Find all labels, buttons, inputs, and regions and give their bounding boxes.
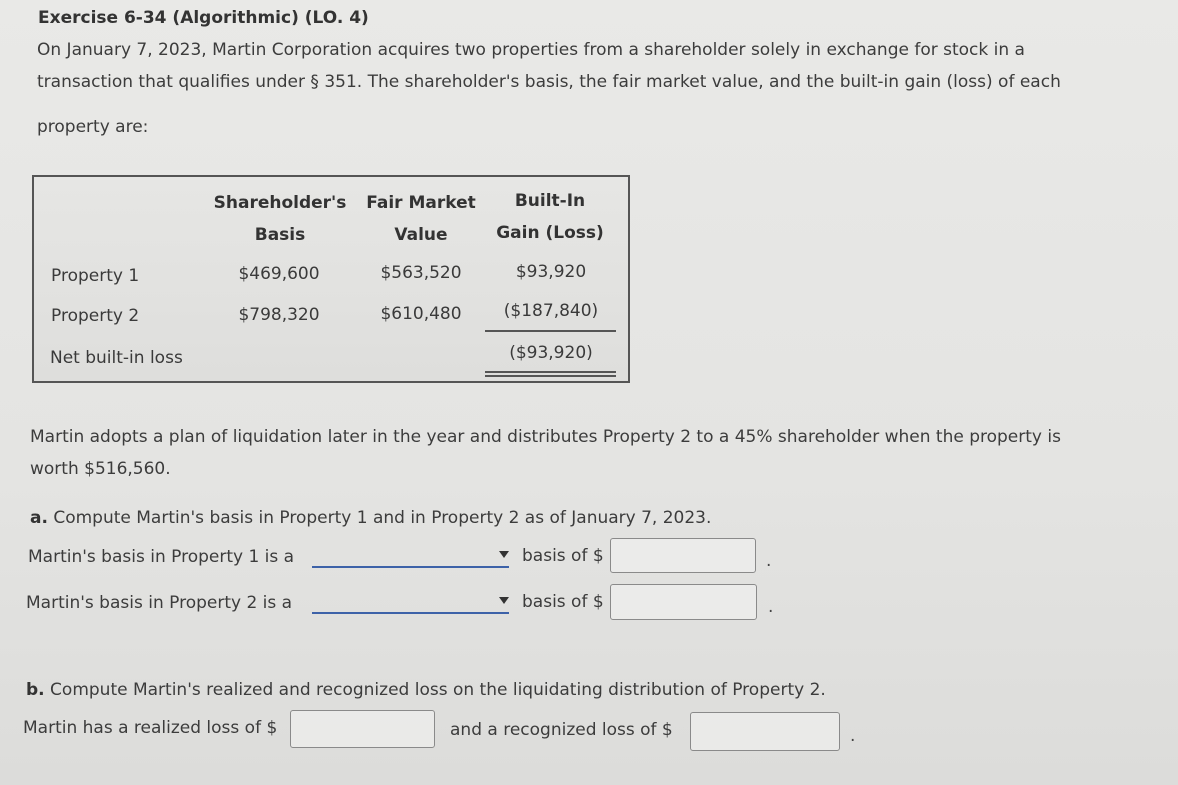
part-b-question-text: Compute Martin's realized and recognized loss on the liquidating distribution of Property 2. bbox=[50, 680, 826, 700]
property-1-basis-input[interactable] bbox=[610, 538, 756, 573]
part-a-question-text: Compute Martin's basis in Property 1 and in Property 2 as of January 7, 2023. bbox=[53, 508, 712, 528]
chevron-down-icon bbox=[499, 551, 509, 558]
part-a-row-2-prefix: Martin's basis in Property 2 is a bbox=[26, 593, 293, 613]
part-a-row-1-period: . bbox=[766, 551, 772, 571]
part-a-row-1-basis-of: basis of $ bbox=[522, 546, 604, 566]
intro-text-line-1: On January 7, 2023, Martin Corporation acquires two properties from a shareholder solely in exchange for stock in a bbox=[37, 40, 1025, 60]
part-a-row-1-prefix: Martin's basis in Property 1 is a bbox=[28, 547, 295, 567]
cell-basis-property-2: $798,320 bbox=[238, 305, 320, 325]
cell-net-built-in-loss: ($93,920) bbox=[509, 343, 593, 363]
part-b-question bbox=[26, 680, 826, 700]
intro-text-line-2: transaction that qualifies under § 351. The shareholder's basis, the fair market value, and the built-in gain (loss) of each bbox=[37, 72, 1061, 92]
exercise-title: Exercise 6-34 (Algorithmic) (LO. 4) bbox=[38, 8, 369, 28]
intro-text-line-3: property are: bbox=[37, 117, 149, 137]
part-b-period: . bbox=[850, 726, 856, 746]
part-b-prefix: Martin has a realized loss of $ bbox=[23, 718, 278, 738]
property-2-basis-input[interactable] bbox=[610, 584, 757, 620]
part-b-letter: b. bbox=[26, 680, 45, 700]
scenario-text-line-2: worth $516,560. bbox=[30, 459, 171, 479]
header-basis-line-2: Basis bbox=[254, 225, 306, 245]
header-gain-line-1: Built-In bbox=[514, 191, 586, 211]
part-a-row-2-basis-of: basis of $ bbox=[522, 592, 604, 612]
part-a-row-2-period: . bbox=[768, 597, 774, 617]
scenario-text-line-1: Martin adopts a plan of liquidation later in the year and distributes Property 2 to a 45% shareholder when the property is bbox=[30, 427, 1061, 447]
cell-fmv-property-2: $610,480 bbox=[380, 304, 462, 324]
property-2-basis-type-dropdown[interactable] bbox=[312, 592, 509, 614]
cell-basis-property-1: $469,600 bbox=[238, 264, 320, 284]
header-fmv-line-2: Value bbox=[394, 225, 448, 245]
header-fmv-line-1: Fair Market bbox=[366, 193, 476, 213]
realized-loss-input[interactable] bbox=[290, 710, 435, 748]
row-label-property-1: Property 1 bbox=[51, 266, 140, 286]
total-double-rule-top bbox=[485, 371, 616, 373]
subtotal-rule bbox=[485, 330, 616, 332]
chevron-down-icon bbox=[499, 597, 509, 604]
part-a-question bbox=[30, 508, 711, 528]
part-a-letter: a. bbox=[30, 508, 48, 528]
total-double-rule-bottom bbox=[485, 375, 616, 377]
header-gain-line-2: Gain (Loss) bbox=[496, 223, 604, 243]
header-basis-line-1: Shareholder's bbox=[213, 193, 347, 213]
recognized-loss-input[interactable] bbox=[690, 712, 840, 751]
property-1-basis-type-dropdown[interactable] bbox=[312, 546, 509, 568]
cell-fmv-property-1: $563,520 bbox=[380, 263, 462, 283]
cell-gain-property-1: $93,920 bbox=[515, 262, 587, 282]
cell-gain-property-2: ($187,840) bbox=[503, 301, 599, 321]
row-label-property-2: Property 2 bbox=[51, 306, 140, 326]
part-b-middle: and a recognized loss of $ bbox=[450, 720, 673, 740]
row-label-net-loss: Net built-in loss bbox=[50, 348, 183, 368]
